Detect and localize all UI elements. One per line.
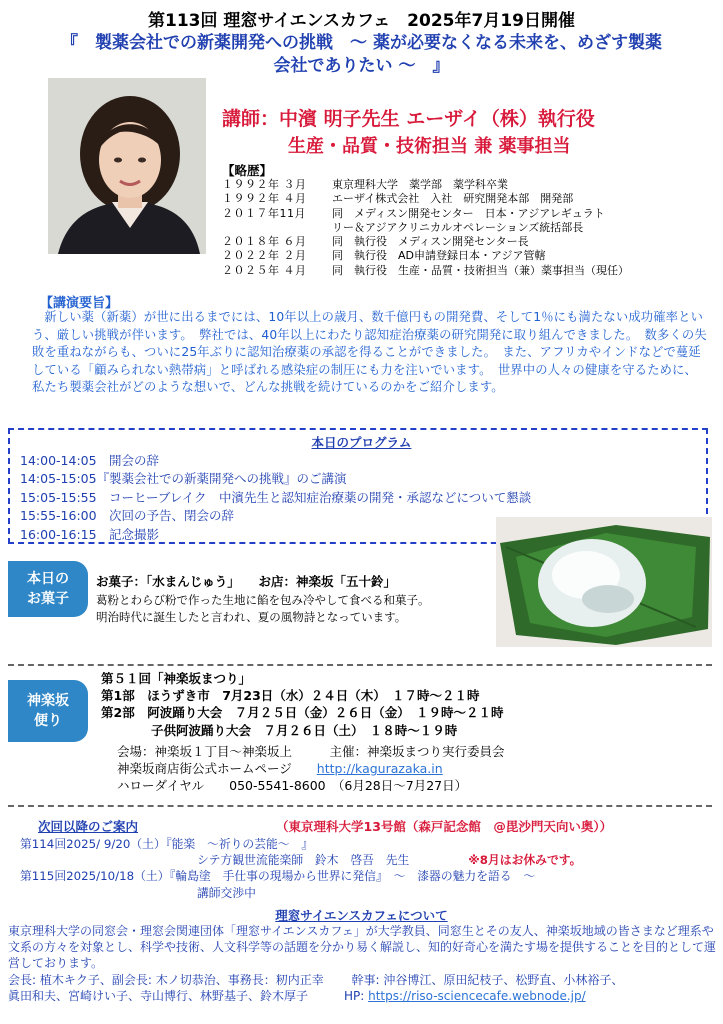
career-row [222, 249, 629, 263]
homepage-url-link[interactable]: https://riso-sciencecafe.webnode.jp/ [368, 989, 586, 1003]
summary-heading: 【講演要旨】 [40, 296, 119, 311]
career-date: １９９２年 ４月 [222, 192, 307, 206]
program-item: 15:05-15:55 コーヒーブレイク 中濱先生と認知症治療薬の開発・承認などについて懇談 [20, 489, 532, 505]
next-event-line: 講師交渉中 [20, 885, 256, 900]
members-line-1: 会長: 植木キク子、副会長: 木ノ切恭治、事務長：籾内正幸 幹事: 沖谷博江、原田紀枝子、松野直、小林裕子、 [8, 973, 624, 987]
next-event-speaker: シテ方観世流能楽師 鈴木 啓吾 先生 [20, 853, 469, 868]
career-text: 東京理科大学 薬学部 薬学科卒業 [332, 178, 508, 191]
members-line-2 [8, 988, 623, 1004]
program-heading: 本日のプログラム [311, 435, 412, 450]
kagurazaka-label-line-2: 便り [34, 713, 62, 729]
festival-line: 第５１回「神楽坂まつり」 [101, 671, 252, 686]
mizu-manju-photo [496, 517, 712, 647]
career-date: ２０１７年11月 [222, 206, 306, 220]
theme-line-2: 会社でありたい ～ 』 [273, 56, 450, 76]
festival-line: 子供阿波踊り大会 ７月２６日（土） １８時～１９時 [101, 722, 458, 738]
career-text: 同 執行役 AD申請登録日本・アジア管轄 [332, 249, 546, 263]
lecture-theme [8, 32, 715, 78]
sweets-desc-line-1: 葛粉とわらび粉で作った生地に餡を包み冷やして食べる和菓子。 [96, 593, 430, 607]
section-divider [8, 805, 712, 807]
sweets-label-line-2: お菓子 [27, 591, 69, 607]
career-date: ２０２２年 ２月 [222, 249, 307, 263]
lecturer-role: 生産・品質・技術担当 兼 薬事担当 [288, 136, 571, 157]
hello-dial: ハローダイヤル 050-5541-8600 （6月28日～7月27日） [117, 778, 468, 793]
career-text: リー＆アジアクリニカルオペレーションズ統括部長 [332, 220, 584, 234]
members-names: 眞田和夫、宮崎けい子、寺山博行、林野基子、鈴木厚子 HP: [8, 989, 369, 1003]
festival-line: 第1部 ほうずき市 7月23日（水）２４日（木） １７時～２１時 [101, 688, 480, 704]
festival-line: 第2部 阿波踊り大会 ７月２５日（金）２６日（金） １９時～２１時 [101, 705, 504, 721]
about-text: 東京理科大学の同窓会・理窓会関連団体「理窓サイエンスカフェ」が大学教員、同窓生とその友人、神楽坂地域の皆さまなど理系や文系の方々を対象とし、科学や技術、人文科学等の話題を分かり易く解説し、知的好奇心を満たす場を提供することを目的として運営しております。 [8, 924, 717, 970]
kagurazaka-label-line-1: 神楽坂 [27, 693, 69, 709]
page-title: 第113回 理窓サイエンスカフェ 2025年7月19日開催 [148, 11, 575, 31]
career-text: 同 メディスン開発センター 日本・アジアレギュラト [332, 206, 605, 220]
career-list [222, 178, 629, 278]
career-text: エーザイ株式会社 入社 研究開発本部 開発部 [332, 192, 574, 206]
festival-schedule [101, 670, 503, 739]
summary-text: 新しい薬（新薬）が世に出るまでには、10年以上の歳月、数千億円もの開発費、そして1％にも満たない成功確率という、厳しい挑戦が伴います。 弊社では、40年以上にわたり認知症治療薬の研究開発に取り組んできました。 数多くの失敗を重ねながらも、ついに25年ぶりに認知治療薬の承認を得ることができました。 また、アフリカやインドなどで蔓延している「顧みられない熱帯病」と呼ばれる感染症の制圧にも力を注いでいます。 世界中の人々の健康を守るために、私たち製薬会社がどのような想いで、どんな挑戦を続けているのかをご紹介します。 [32, 310, 707, 395]
festival-venue: 会場：神楽坂１丁目～神楽坂上 主催：神楽坂まつり実行委員会 [117, 744, 505, 759]
career-row [222, 235, 629, 249]
career-text: 同 執行役 生産・品質・技術担当（兼）薬事担当（現任） [332, 263, 629, 277]
career-row [222, 221, 629, 235]
next-events-list [20, 836, 581, 901]
program-item: 15:55-16:00 次回の予告、閉会の辞 [20, 508, 235, 524]
sweets-description [96, 592, 430, 626]
section-divider [8, 664, 712, 666]
theme-line-1: 『 製薬会社での新薬開発への挑戦 ～ 薬が必要なくなる未来を、めざす製薬 [61, 33, 662, 53]
program-item: 14:05-15:05『製薬会社での新薬開発への挑戦』のご講演 [20, 471, 347, 487]
august-note: ※8月はお休みです。 [468, 853, 582, 868]
career-date: ２０２５年 ４月 [222, 263, 307, 277]
sweets-label [8, 561, 88, 617]
kagurazaka-label [8, 680, 88, 742]
program-list [20, 452, 531, 544]
next-events-heading: 次回以降のご案内 [38, 819, 139, 834]
career-date: ２０１８年 ６月 [222, 235, 307, 249]
career-heading: 【略歴】 [222, 163, 273, 178]
next-events-venue: （東京理科大学13号館（森戸記念館 @毘沙門天向い奥）） [276, 819, 613, 834]
about-heading: 理窓サイエンスカフェについて [275, 908, 448, 923]
lecturer-name: 講師：中濱 明子先生 エーザイ（株）執行役 [222, 108, 595, 130]
career-row [222, 207, 629, 221]
program-item: 14:00-14:05 開会の辞 [20, 453, 160, 468]
sweets-title: お菓子：「水まんじゅう」 お店：神楽坂「五十鈴」 [96, 574, 397, 589]
program-item: 16:00-16:15 記念撮影 [20, 526, 160, 542]
homepage-link[interactable]: http://kagurazaka.in [316, 761, 443, 776]
next-event-line: 第115回2025/10/18（土）『輪島塗 手仕事の現場から世界に発信』 ～ 漆器の魅力を語る ～ [20, 869, 536, 884]
lecturer-photo [48, 78, 206, 254]
career-date [222, 221, 332, 235]
career-row [222, 264, 629, 278]
next-event-line: 第114回2025/ 9/20（土）『能楽 ～祈りの芸能～ 』 [20, 837, 314, 851]
career-row [222, 178, 629, 192]
homepage-label: 神楽坂商店街公式ホームページ [117, 761, 317, 776]
members-list [8, 972, 623, 1004]
sweets-label-line-1: 本日の [27, 571, 69, 587]
career-date: １９９２年 ３月 [222, 178, 307, 191]
festival-info [117, 743, 505, 794]
career-text: 同 執行役 メディスン開発センター長 [332, 235, 529, 249]
career-row [222, 192, 629, 206]
next-event-line [20, 852, 581, 868]
festival-homepage-line [117, 760, 505, 777]
sweets-desc-line-2: 明治時代に誕生したと言われ、夏の風物詩となっています。 [96, 610, 407, 624]
